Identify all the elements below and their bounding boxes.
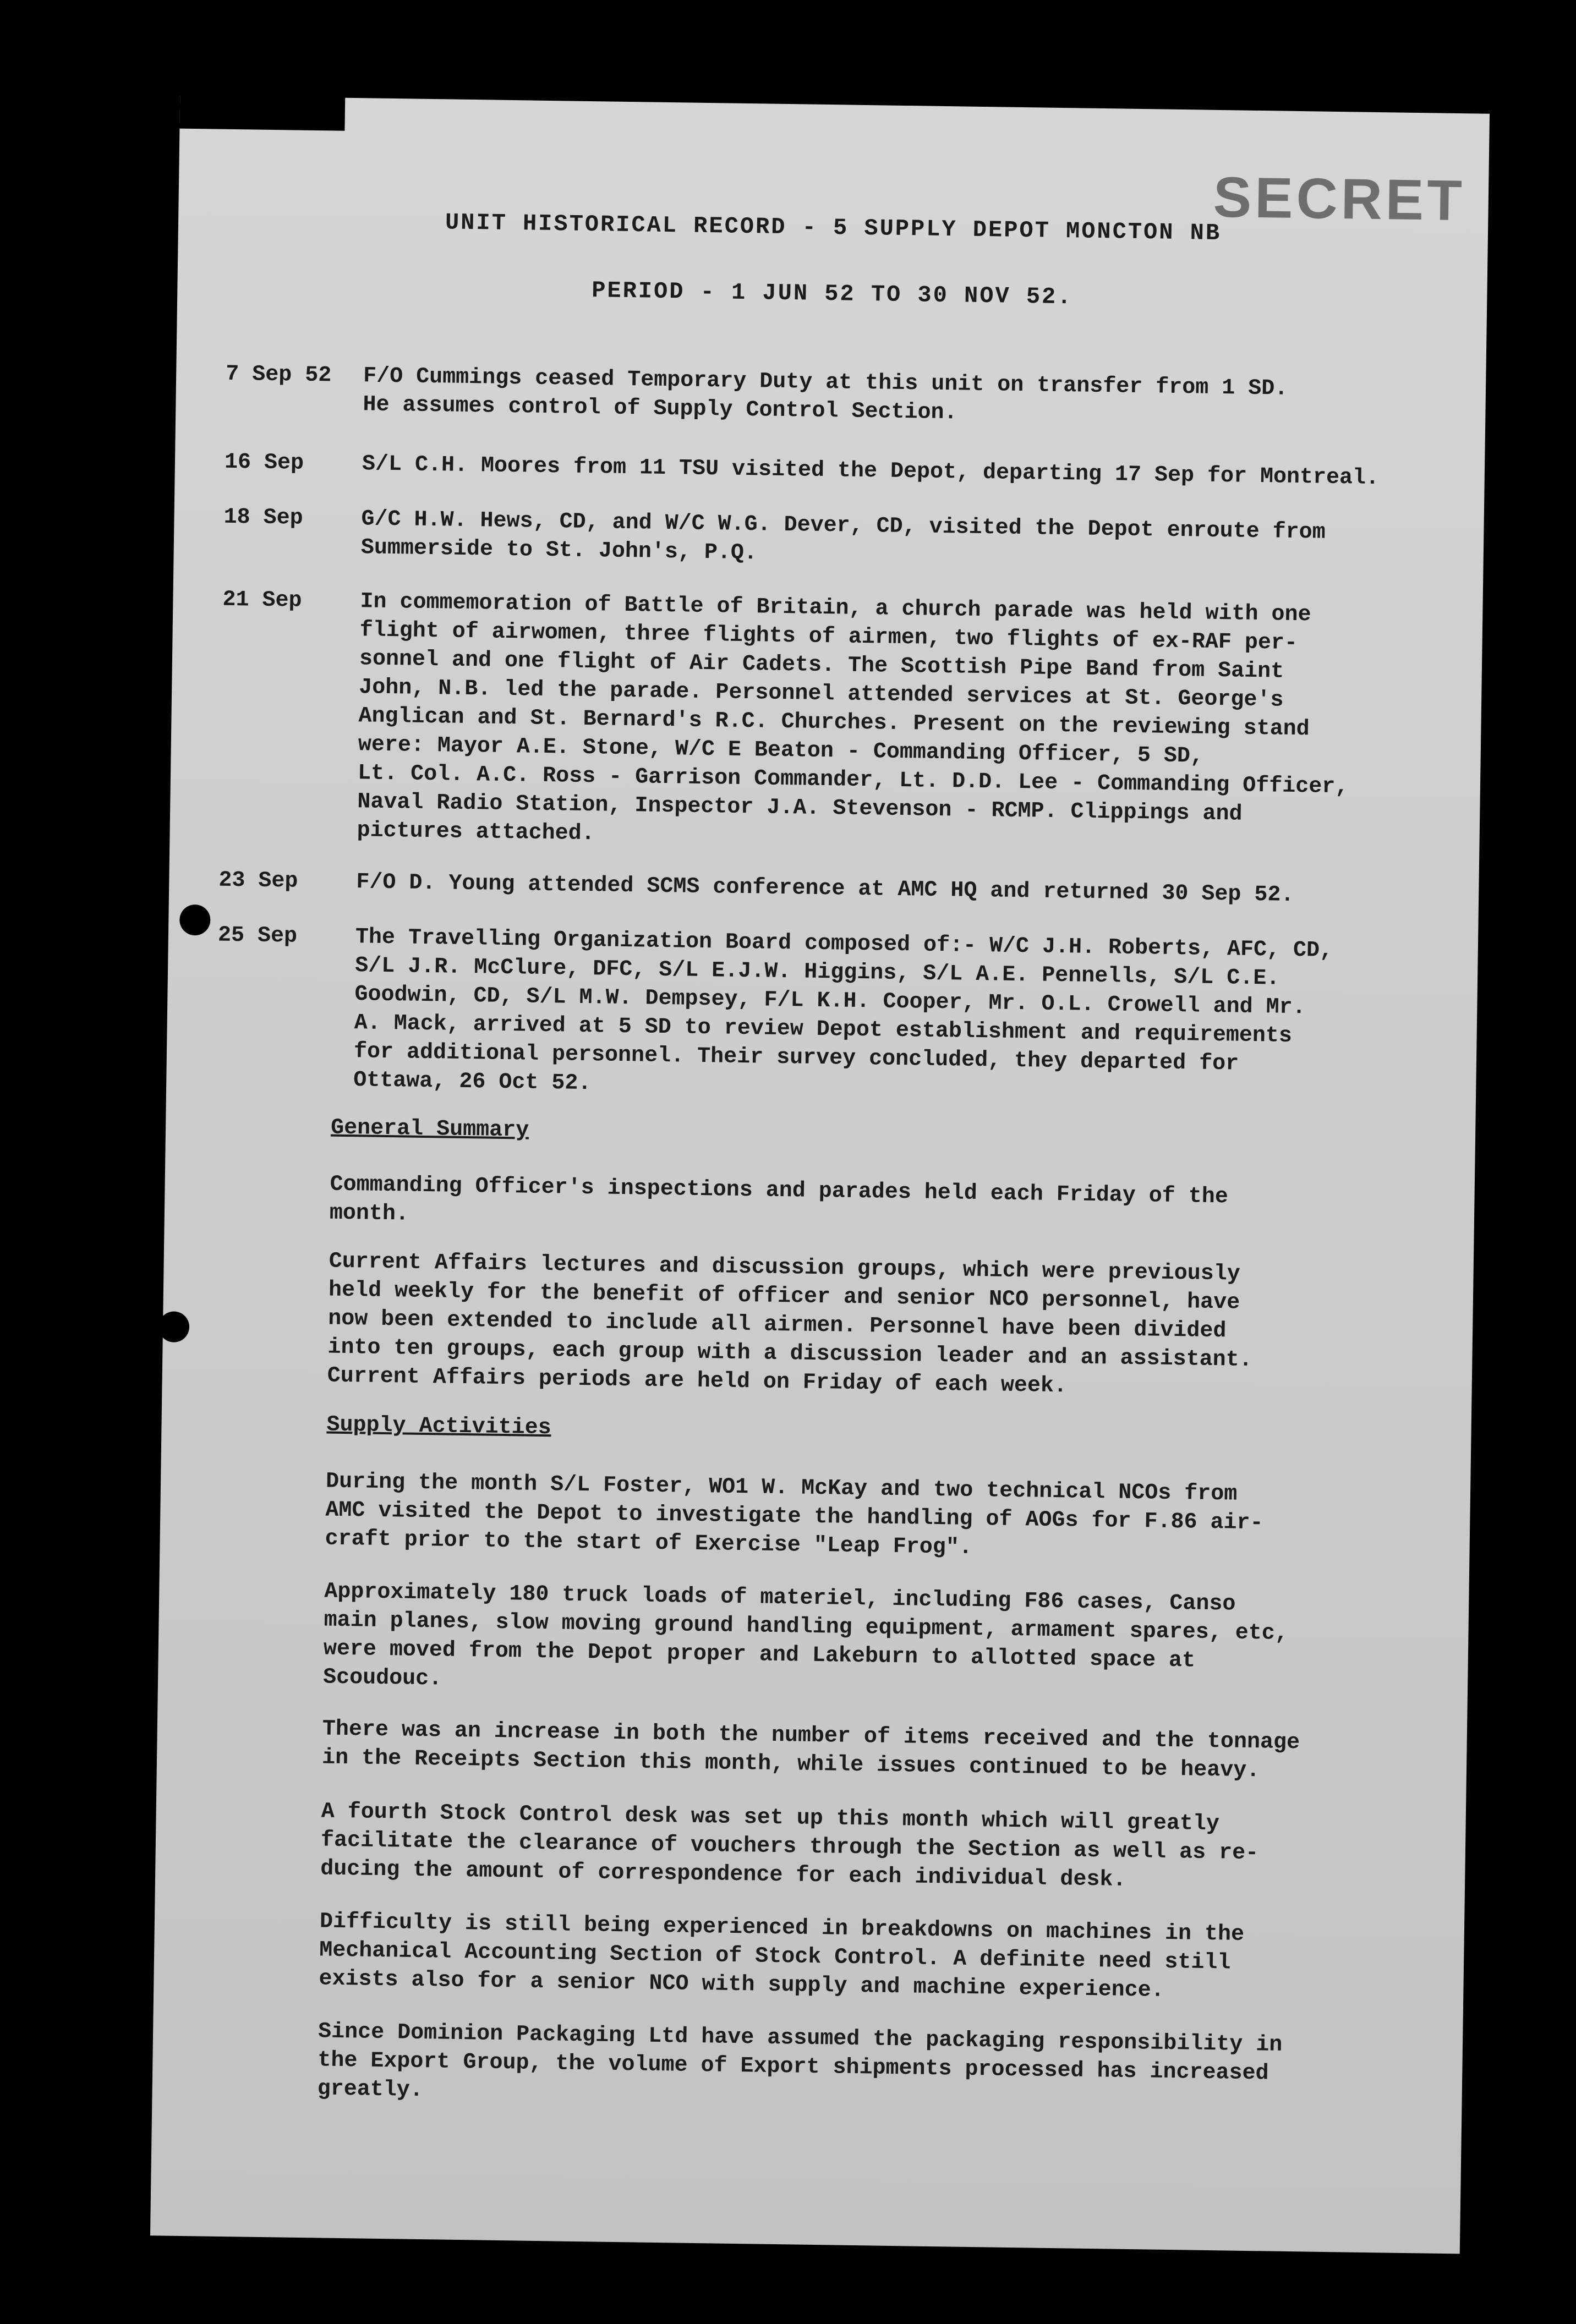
record-period: PERIOD - 1 JUN 52 TO 30 NOV 52. xyxy=(591,277,1073,311)
entry-date: 25 Sep xyxy=(217,923,298,949)
general-summary-paragraph: Commanding Officer's inspections and parades held each Friday of the month. xyxy=(329,1172,1229,1227)
entry-date: 23 Sep xyxy=(218,868,298,894)
entry-7-sep xyxy=(225,360,1437,426)
entry-18-sep xyxy=(223,503,1435,566)
entry-text: The Travelling Organization Board composed of:- W/C J.H. Roberts, AFC, CD, S/L J.R. McClure, DFC, S/L E.J.W. Higgins, S/L A.E. Pennells, S/L C.E. Goodwin, CD, S/L M.W. Dempsey, F/L K.H. Cooper, Mr. O.L. Crowell and Mr. A. Mack, arrived at 5 SD to review Depot establishment and requirements for additional personnel. Their survey concluded, they departed for Ottawa, 26 Oct 52. xyxy=(353,925,1333,1097)
supply-activities-paragraph: Since Dominion Packaging Ltd have assumed the packaging responsibility in the Export Group, the volume of Export shipments processed has increased greatly. xyxy=(317,2019,1283,2103)
entry-date: 16 Sep xyxy=(224,450,304,476)
document-page xyxy=(150,96,1490,2254)
entry-date: 21 Sep xyxy=(222,587,302,613)
entry-25-sep xyxy=(217,922,1429,1097)
entry-text: S/L C.H. Moores from 11 TSU visited the Depot, departing 17 Sep for Montreal. xyxy=(362,452,1380,491)
entry-23-sep xyxy=(218,867,1430,908)
supply-activities-paragraph: There was an increase in both the number of items received and the tonnage in the Receipts Section this month, while issues continued to be heavy. xyxy=(321,1717,1300,1784)
entry-21-sep xyxy=(222,586,1433,847)
entry-text: In commemoration of Battle of Britain, a church parade was held with one flight of airwomen, three flights of airmen, two flights of ex-RAF per- sonnel and one flight of Air Cadets. The Scottish Pipe Band from Saint John, N.B. led the parade. Personnel attended services at St. George's Anglican and St. Bernard's R.C. Churches. Present on the reviewing stand were: Mayor A.E. Stone, W/C E Beaton - Commanding Officer, 5 SD, Lt. Col. A.C. Ross - Garrison Commander, Lt. D.D. Lee - Commanding Officer, Naval Radio Station, Inspector J.A. Stevenson - RCMP. Clippings and pictures attached. xyxy=(357,589,1349,847)
general-summary-paragraph: Current Affairs lectures and discussion groups, which were previously held weekly for the benefit of officer and senior NCO personnel, have now been extended to include all airmen. Personnel have been divided into ten groups, each group with a discussion leader and an assistant. Current Affairs periods are held on Friday of each week. xyxy=(327,1249,1252,1399)
supply-activities-paragraph: Difficulty is still being experienced in breakdowns on machines in the Mechanical Accounting Section of Stock Control. A definite need still exists also for a senior NCO with supply and machine experience. xyxy=(319,1909,1245,2003)
supply-activities-paragraph: Approximately 180 truck loads of materiel, including F86 cases, Canso main planes, slow moving ground handling equipment, armament spares, etc, were moved from the Depot proper and Lakeburn to allotted space at Scoudouc. xyxy=(322,1579,1289,1692)
supply-activities-paragraph: A fourth Stock Control desk was set up this month which will greatly facilitate the clearance of vouchers through the Section as well as re- ducing the amount of correspondence for each individual desk. xyxy=(320,1799,1259,1893)
punch-hole xyxy=(158,1311,190,1342)
entry-text: G/C H.W. Hews, CD, and W/C W.G. Dever, CD, visited the Depot enroute from Summerside to St. John's, P.Q. xyxy=(360,507,1326,566)
entry-date: 18 Sep xyxy=(223,505,303,531)
supply-activities-paragraph: During the month S/L Foster, WO1 W. McKay and two technical NCOs from AMC visited the Depot to investigate the handling of AOGs for F.86 air- craft prior to the start of Exercise "Leap Frog". xyxy=(325,1469,1263,1560)
general-summary-heading: General Summary xyxy=(330,1115,529,1143)
record-title: UNIT HISTORICAL RECORD - 5 SUPPLY DEPOT MONCTON NB xyxy=(445,209,1222,247)
entry-16-sep xyxy=(224,448,1435,491)
entry-text: F/O D. Young attended SCMS conference at AMC HQ and returned 30 Sep 52. xyxy=(356,870,1294,908)
supply-activities-heading: Supply Activities xyxy=(326,1412,551,1441)
secret-stamp: SECRET xyxy=(1213,165,1466,233)
entry-text: F/O Cummings ceased Temporary Duty at this unit on transfer from 1 SD. He assumes control of Supply Control Section. xyxy=(363,364,1288,426)
folded-corner xyxy=(179,85,345,131)
entry-date: 7 Sep 52 xyxy=(225,361,332,388)
punch-hole xyxy=(179,905,211,936)
